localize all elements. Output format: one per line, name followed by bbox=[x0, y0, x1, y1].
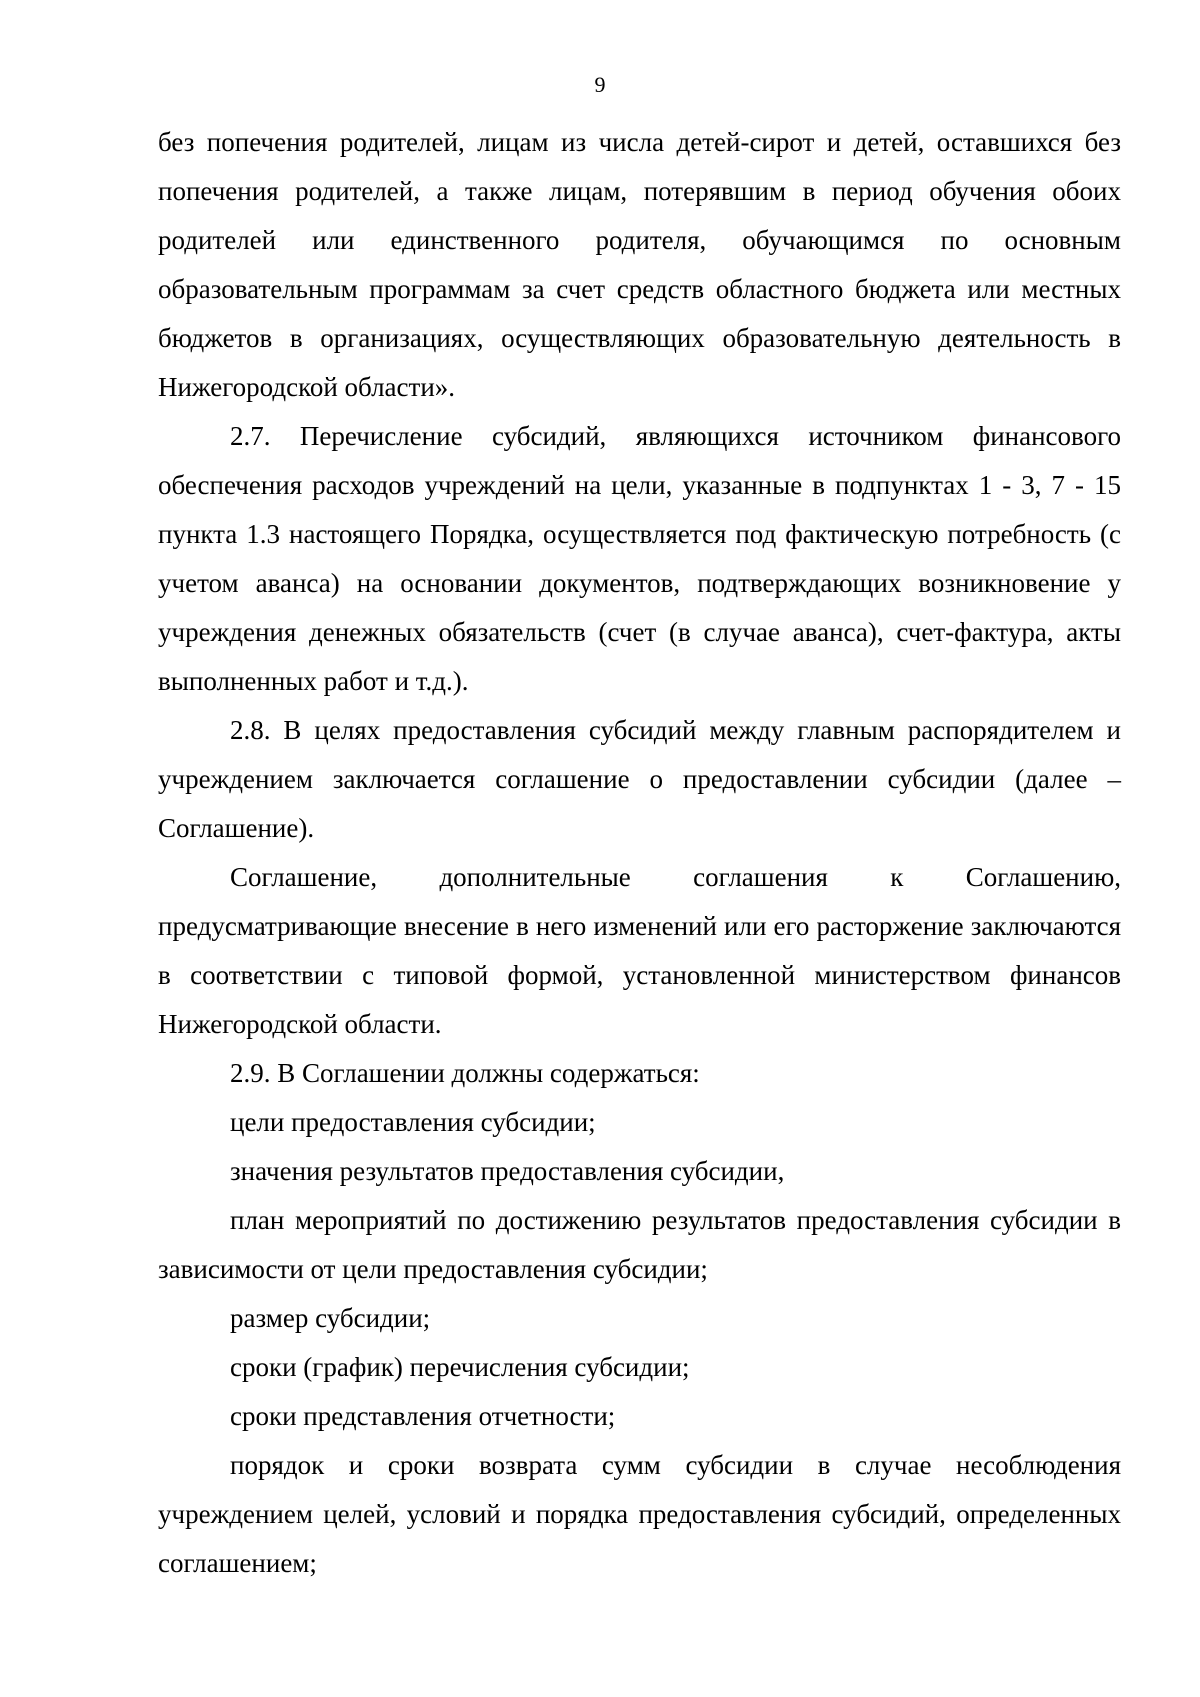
paragraph-agreement-forms: Соглашение, дополнительные соглашения к Соглашению, предусматривающие внесение в него изменений или его расторжение заключаются в соответствии с типовой формой, установленной министерством финансов Нижегородской области. bbox=[158, 862, 1121, 1039]
document-body bbox=[158, 118, 1121, 1588]
list-item-amount: размер субсидии; bbox=[230, 1303, 431, 1333]
list-item-action-plan: план мероприятий по достижению результатов предоставления субсидии в зависимости от цели предоставления субсидии; bbox=[158, 1205, 1121, 1284]
paragraph-2-7: 2.7. Перечисление субсидий, являющихся источником финансового обеспечения расходов учреждений на цели, указанные в подпунктах 1 - 3, 7 - 15 пункта 1.3 настоящего Порядка, осуществляется под фактическую потребность (с учетом аванса) на основании документов, подтверждающих возникновение у учреждения денежных обязательств (счет (в случае аванса), счет-фактура, акты выполненных работ и т.д.). bbox=[158, 421, 1121, 696]
list-item-schedule: сроки (график) перечисления субсидии; bbox=[230, 1352, 690, 1382]
page-number: 9 bbox=[594, 72, 606, 97]
paragraph-2-9: 2.9. В Соглашении должны содержаться: bbox=[230, 1058, 700, 1088]
list-item-reporting: сроки представления отчетности; bbox=[230, 1401, 616, 1431]
list-item-refund: порядок и сроки возврата сумм субсидии в случае несоблюдения учреждением целей, условий и порядка предоставления субсидий, определенных соглашением; bbox=[158, 1450, 1121, 1578]
list-item-goals: цели предоставления субсидии; bbox=[230, 1107, 596, 1137]
paragraph-continuation: без попечения родителей, лицам из числа детей-сирот и детей, оставшихся без попечения родителей, а также лицам, потерявшим в период обучения обоих родителей или единственного родителя, обучающимся по основным образовательным программам за счет средств областного бюджета или местных бюджетов в организациях, осуществляющих образовательную деятельность в Нижегородской области». bbox=[158, 127, 1121, 402]
list-item-results: значения результатов предоставления субсидии, bbox=[230, 1156, 785, 1186]
paragraph-2-8: 2.8. В целях предоставления субсидий между главным распорядителем и учреждением заключается соглашение о предоставлении субсидии (далее – Соглашение). bbox=[158, 715, 1121, 843]
